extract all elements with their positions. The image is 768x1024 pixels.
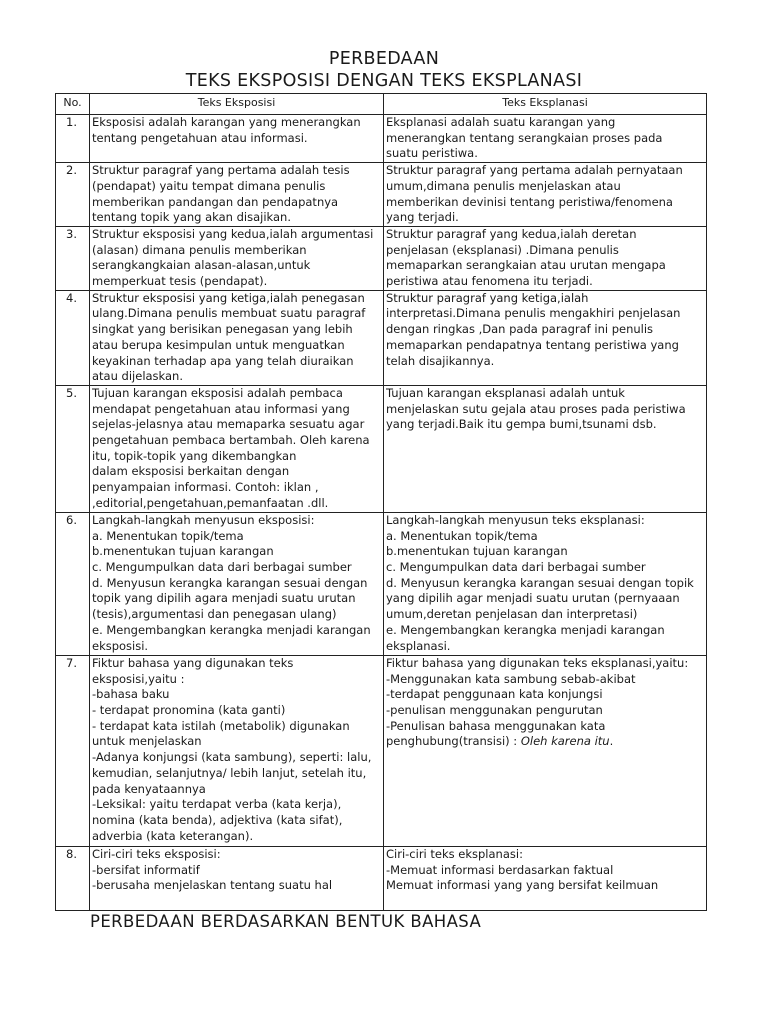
eksplanasi-cell bbox=[384, 163, 707, 227]
row-number: 1. bbox=[56, 115, 90, 163]
row-number: 5. bbox=[56, 385, 90, 512]
eksposisi-line: (alasan) dimana penulis memberikan bbox=[92, 242, 307, 257]
eksposisi-line: itu, topik-topik yang dikembangkan bbox=[92, 448, 297, 463]
eksplanasi-line bbox=[386, 734, 704, 750]
eksplanasi-line: a. Menentukan topik/tema bbox=[386, 528, 538, 543]
eksposisi-cell bbox=[90, 512, 384, 655]
table-row bbox=[56, 226, 707, 290]
eksposisi-line: tentang topik yang akan disajikan. bbox=[92, 210, 291, 225]
eksplanasi-line: umum,dimana penulis menjelaskan atau bbox=[386, 178, 621, 193]
eksplanasi-cell bbox=[384, 655, 707, 846]
header-eksposisi: Teks Eksposisi bbox=[90, 94, 384, 115]
row-number: 3. bbox=[56, 226, 90, 290]
eksposisi-line: Eksposisi adalah karangan yang menerangkan bbox=[92, 115, 361, 129]
eksplanasi-line: -Menggunakan kata sambung sebab-akibat bbox=[386, 671, 636, 686]
eksplanasi-line: c. Mengumpulkan data dari berbagai sumber bbox=[386, 560, 646, 575]
eksplanasi-line: Struktur paragraf yang ketiga,ialah bbox=[386, 290, 589, 305]
eksposisi-line: a. Menentukan topik/tema bbox=[92, 528, 244, 543]
eksplanasi-line: yang terjadi. bbox=[386, 210, 459, 225]
eksplanasi-cell bbox=[384, 115, 707, 163]
eksplanasi-line: -terdapat penggunaan kata konjungsi bbox=[386, 687, 603, 702]
eksposisi-cell bbox=[90, 846, 384, 910]
eksposisi-line: Langkah-langkah menyusun eksposisi: bbox=[92, 512, 315, 527]
eksposisi-line: penyampaian informasi. Contoh: iklan , bbox=[92, 480, 319, 495]
eksposisi-line: -Adanya konjungsi (kata sambung), seperti: lalu, bbox=[92, 750, 372, 765]
eksposisi-line: pada kenyataannya bbox=[92, 781, 206, 796]
eksplanasi-line: telah disajikannya. bbox=[386, 353, 495, 368]
eksplanasi-line: suatu peristiwa. bbox=[386, 146, 478, 161]
section-heading: PERBEDAAN BERDASARKAN BENTUK BAHASA bbox=[90, 912, 482, 931]
eksposisi-line: serangkangkaian alasan-alasan,untuk bbox=[92, 258, 311, 273]
eksposisi-line: untuk menjelaskan bbox=[92, 734, 202, 749]
row-number: 4. bbox=[56, 290, 90, 385]
eksposisi-line: atau dijelaskan. bbox=[92, 369, 183, 384]
row-number: 8. bbox=[56, 846, 90, 910]
eksplanasi-line: Struktur paragraf yang kedua,ialah deretan bbox=[386, 226, 637, 241]
page-subtitle: TEKS EKSPOSISI DENGAN TEKS EKSPLANASI bbox=[185, 71, 583, 91]
eksplanasi-cell bbox=[384, 385, 707, 512]
eksposisi-line: d. Menyusun kerangka karangan sesuai dengan bbox=[92, 575, 368, 590]
eksplanasi-line: interpretasi.Dimana penulis mengakhiri penjelasan bbox=[386, 306, 681, 321]
eksplanasi-cell bbox=[384, 512, 707, 655]
eksplanasi-line: yang dipilih agar menjadi suatu urutan (pernyaaan bbox=[386, 591, 680, 606]
eksposisi-line: memperkuat tesis (pendapat). bbox=[92, 274, 268, 289]
eksplanasi-line: dengan ringkas ,Dan pada paragraf ini penulis bbox=[386, 322, 654, 337]
eksplanasi-line: b.menentukan tujuan karangan bbox=[386, 544, 568, 559]
table-header-row bbox=[56, 94, 707, 115]
eksplanasi-line: menerangkan tentang serangkaian proses pada bbox=[386, 130, 663, 145]
eksposisi-line: eksposisi,yaitu : bbox=[92, 671, 185, 686]
eksplanasi-line: -penulisan menggunakan pengurutan bbox=[386, 703, 603, 718]
eksposisi-line: Struktur eksposisi yang ketiga,ialah penegasan bbox=[92, 290, 365, 305]
eksplanasi-line: eksplanasi. bbox=[386, 638, 451, 653]
table-row bbox=[56, 290, 707, 385]
table-row bbox=[56, 846, 707, 910]
eksplanasi-line: penjelasan (eksplanasi) .Dimana penulis bbox=[386, 242, 619, 257]
eksposisi-cell bbox=[90, 115, 384, 163]
page-title: PERBEDAAN bbox=[328, 49, 440, 69]
eksplanasi-line: Ciri-ciri teks eksplanasi: bbox=[386, 846, 523, 861]
eksplanasi-line: e. Mengembangkan kerangka menjadi karangan bbox=[386, 622, 665, 637]
table-row bbox=[56, 385, 707, 512]
eksposisi-line: singkat yang berisikan penegasan yang lebih bbox=[92, 322, 353, 337]
eksposisi-line: sejelas-jelasnya atau memaparka sesuatu agar bbox=[92, 417, 365, 432]
eksplanasi-line: Struktur paragraf yang pertama adalah pernyataan bbox=[386, 163, 683, 178]
eksplanasi-line: Eksplanasi adalah suatu karangan yang bbox=[386, 115, 616, 129]
eksposisi-line: kemudian, selanjutnya/ lebih lanjut, setelah itu, bbox=[92, 765, 367, 780]
eksposisi-line: b.menentukan tujuan karangan bbox=[92, 544, 274, 559]
eksplanasi-line: memaparkan serangkaian atau urutan mengapa bbox=[386, 258, 666, 273]
eksposisi-line: adverbia (kata keterangan). bbox=[92, 828, 254, 843]
eksposisi-line: Tujuan karangan eksposisi adalah pembaca bbox=[92, 385, 343, 400]
eksposisi-line: Fiktur bahasa yang digunakan teks bbox=[92, 655, 294, 670]
eksposisi-line: ,editorial,pengetahuan,pemanfaatan .dll. bbox=[92, 495, 329, 510]
eksposisi-line: memberikan pandangan dan pendapatnya bbox=[92, 194, 339, 209]
eksposisi-line: -Leksikal: yaitu terdapat verba (kata kerja), bbox=[92, 797, 342, 812]
eksposisi-line: topik yang dipilih agara menjadi suatu urutan bbox=[92, 591, 356, 606]
eksplanasi-line: umum,deretan penjelasan dan interpretasi) bbox=[386, 607, 638, 622]
eksposisi-line: Struktur eksposisi yang kedua,ialah argumentasi bbox=[92, 226, 374, 241]
eksplanasi-line: -Memuat informasi berdasarkan faktual bbox=[386, 862, 614, 877]
eksposisi-line: -bahasa baku bbox=[92, 687, 170, 702]
eksposisi-cell bbox=[90, 385, 384, 512]
eksplanasi-cell bbox=[384, 846, 707, 910]
table-row bbox=[56, 512, 707, 655]
row-number: 7. bbox=[56, 655, 90, 846]
eksplanasi-line: Memuat informasi yang yang bersifat keilmuan bbox=[386, 878, 659, 893]
table-row bbox=[56, 163, 707, 227]
eksposisi-line: e. Mengembangkan kerangka menjadi karangan bbox=[92, 622, 371, 637]
eksplanasi-text: . bbox=[609, 734, 614, 749]
eksposisi-cell bbox=[90, 226, 384, 290]
eksplanasi-text: penghubung(transisi) : bbox=[386, 734, 521, 749]
comparison-table bbox=[55, 93, 707, 911]
eksplanasi-line: Langkah-langkah menyusun teks eksplanasi: bbox=[386, 512, 645, 527]
eksposisi-line: (pendapat) yaitu tempat dimana penulis bbox=[92, 178, 326, 193]
eksplanasi-cell bbox=[384, 290, 707, 385]
eksposisi-cell bbox=[90, 163, 384, 227]
eksplanasi-line: d. Menyusun kerangka karangan sesuai dengan topik bbox=[386, 575, 694, 590]
eksplanasi-line: Fiktur bahasa yang digunakan teks eksplanasi,yaitu: bbox=[386, 655, 689, 670]
eksposisi-line: mendapat pengetahuan atau informasi yang bbox=[92, 401, 350, 416]
eksposisi-line: (tesis),argumentasi dan penegasan ulang) bbox=[92, 607, 337, 622]
header-eksplanasi: Teks Eksplanasi bbox=[384, 94, 707, 115]
eksplanasi-line: menjelaskan sutu gejala atau proses pada peristiwa bbox=[386, 401, 686, 416]
row-number: 6. bbox=[56, 512, 90, 655]
eksposisi-line: atau berupa kesimpulan untuk menguatkan bbox=[92, 337, 345, 352]
eksposisi-line: Ciri-ciri teks eksposisi: bbox=[92, 846, 221, 861]
eksposisi-line: - terdapat pronomina (kata ganti) bbox=[92, 703, 286, 718]
eksplanasi-emphasis: Oleh karena itu bbox=[520, 734, 610, 749]
eksposisi-line: c. Mengumpulkan data dari berbagai sumber bbox=[92, 560, 352, 575]
eksposisi-line: ulang.Dimana penulis membuat suatu paragraf bbox=[92, 306, 366, 321]
eksposisi-line: -bersifat informatif bbox=[92, 862, 200, 877]
eksplanasi-line: Tujuan karangan eksplanasi adalah untuk bbox=[386, 385, 625, 400]
eksplanasi-line: -Penulisan bahasa menggunakan kata bbox=[386, 718, 606, 733]
eksposisi-line: - terdapat kata istilah (metabolik) digunakan bbox=[92, 718, 350, 733]
eksposisi-line: nomina (kata benda), adjektiva (kata sifat), bbox=[92, 812, 343, 827]
table-row bbox=[56, 655, 707, 846]
eksposisi-line: -berusaha menjelaskan tentang suatu hal bbox=[92, 878, 333, 893]
header-no: No. bbox=[56, 94, 90, 115]
eksplanasi-line: memberikan devinisi tentang peristiwa/fenomena bbox=[386, 194, 673, 209]
eksposisi-line: eksposisi. bbox=[92, 638, 149, 653]
eksplanasi-line: peristiwa atau fenomena itu terjadi. bbox=[386, 274, 593, 289]
eksplanasi-line: memaparkan pendapatnya tentang peristiwa yang bbox=[386, 337, 679, 352]
row-number: 2. bbox=[56, 163, 90, 227]
eksposisi-line: pengetahuan pembaca bertambah. Oleh karena bbox=[92, 433, 370, 448]
eksposisi-line: keyakinan terhadap apa yang telah diuraikan bbox=[92, 353, 354, 368]
table-body bbox=[56, 115, 707, 911]
eksposisi-line: dalam eksposisi berkaitan dengan bbox=[92, 464, 290, 479]
eksplanasi-line: yang terjadi.Baik itu gempa bumi,tsunami dsb. bbox=[386, 417, 657, 432]
table-row bbox=[56, 115, 707, 163]
eksposisi-cell bbox=[90, 655, 384, 846]
eksposisi-cell bbox=[90, 290, 384, 385]
eksposisi-line: tentang pengetahuan atau informasi. bbox=[92, 130, 308, 145]
eksposisi-line: Struktur paragraf yang pertama adalah tesis bbox=[92, 163, 350, 178]
eksplanasi-cell bbox=[384, 226, 707, 290]
